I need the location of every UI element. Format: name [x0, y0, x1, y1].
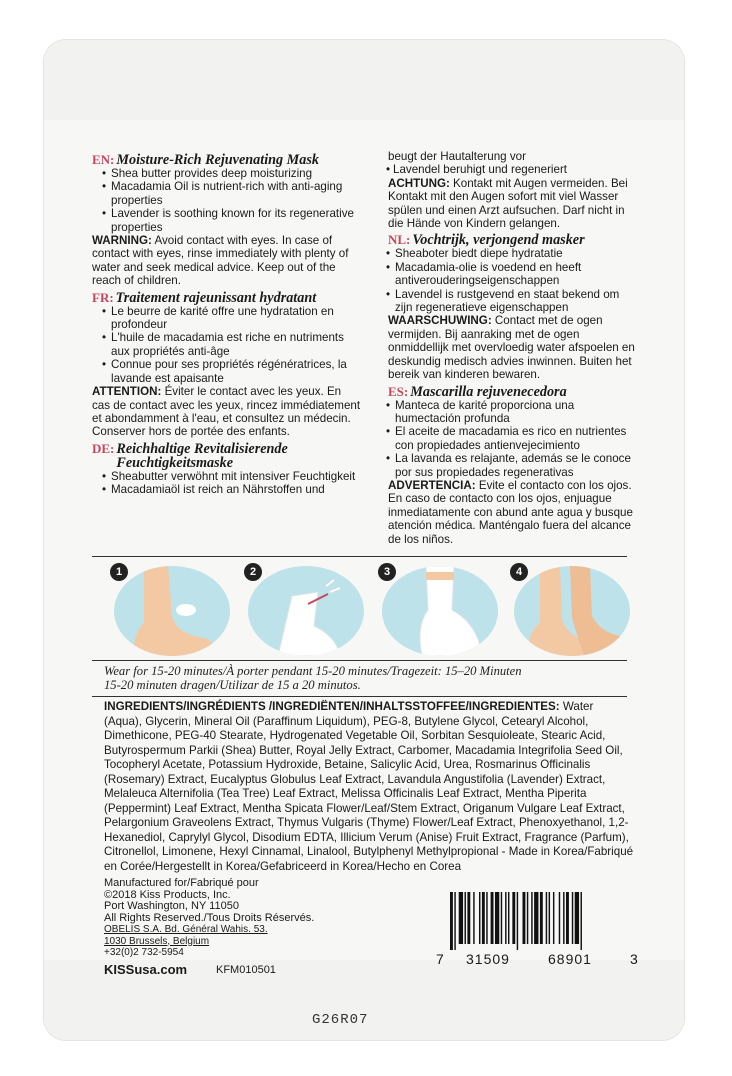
lot-code: G26R07 [312, 1012, 369, 1028]
warning-label: WARNING: [92, 234, 152, 248]
foot-icon [114, 566, 230, 656]
divider-mid [92, 660, 627, 661]
ingredients [104, 700, 634, 874]
step-1-circle [114, 566, 230, 656]
barcode-bar [572, 892, 573, 944]
warning-text: Kontakt mit Augen vermeiden. Bei Kontakt mit den Augen sofort mit viel Wasser spülen und einen Arzt aufsuchen. Darf nicht in die Hände von Kindern gelangen. [388, 176, 628, 231]
barcode-bar [473, 892, 474, 944]
step-number: 2 [244, 563, 262, 581]
company-line: +32(0)2 732-5954 [104, 947, 184, 958]
barcode-bar [467, 892, 470, 944]
barcode-bar [482, 892, 485, 944]
barcode-bar [581, 892, 582, 950]
fr-bullets [92, 305, 362, 385]
product-code: KFM010501 [216, 964, 276, 976]
barcode-bar [505, 892, 506, 944]
divider-ingredients [92, 696, 627, 697]
company-line: ©2018 Kiss Products, Inc. [104, 888, 231, 901]
company-line: OBELIS S.A. Bd. Général Wahis. 53. [104, 924, 268, 935]
fr-title: Traitement rajeunissant hydratant [115, 289, 317, 306]
en-title: Moisture-Rich Rejuvenating Mask [116, 152, 319, 168]
barcode-bar [491, 892, 494, 944]
de-warning [388, 177, 638, 231]
mask-bootie-icon [248, 566, 364, 656]
divider-top [92, 556, 627, 557]
list-item: • Shea butter provides deep moisturizing [104, 167, 362, 180]
step-number: 4 [510, 563, 528, 581]
barcode-bar [486, 892, 487, 944]
warning-text: Avoid contact with eyes. In case of contact with eyes, rinse immediately with plenty of water and seek medical advice. Keep out of the reach of children. [92, 234, 349, 288]
wear-line-1: Wear for 15-20 minutes/À porter pendant 15-20 minutes/Tragezeit: 15–20 Minuten [104, 664, 522, 678]
list-item: • Macadamia Oil is nutrient-rich with anti-aging properties [104, 180, 362, 207]
es-title: Mascarilla rejuvenecedora [410, 383, 567, 400]
barcode-bar [517, 892, 518, 950]
barcode-bar [479, 892, 480, 944]
en-heading [92, 153, 362, 167]
nl-heading [388, 233, 638, 247]
warning-text: Éviter le contact avec les yeux. En cas de contact avec les yeux, rincez immédiatement et abondamment à l'eau, et consultez un médecin. Conserver hors de portée des enfants. [92, 385, 361, 439]
warning-text: Contact met de ogen vermijden. Bij aanraking met de ogen onmiddellijk met overvloedig water afspoelen en deskundig medisch advies inwinnen. Buiten het bereik van kinderen bewaren. [388, 314, 635, 382]
barcode-first-digit: 7 [436, 951, 445, 967]
list-item: • La lavanda es relajante, además se le conoce por sus propiedades regenerativas [388, 452, 638, 479]
barcode-bar [534, 892, 538, 944]
warning-label: ADVERTENCIA: [388, 478, 476, 492]
barcode-right-digits: 68901 [548, 951, 592, 967]
company-line: Manufactured for/Fabriqué pour [104, 877, 259, 889]
barcode-bar [549, 892, 550, 944]
es-heading [388, 385, 638, 399]
barcode-bar [559, 892, 560, 944]
barcode-bar [546, 892, 547, 944]
ingredients-text: Water (Aqua), Glycerin, Mineral Oil (Paraffinum Liquidum), PEG-8, Butylene Glycol, Cetearyl Alcohol, Dimethicone, PEG-40 Stearate, Hydrogenated Vegetable Oil, Sorbitan Sesquioleate, Stearic Acid, Butyrospermum Parkii (Shea) Butter, Royal Jelly Extract, Carbomer, Macadamia Integrifolia Seed Oil, Tocopheryl Acetate, Potassium Hydroxide, Betaine, Salicylic Acid, Urea, Rosmarinus Officinalis (Rosemary) Extract, Eucalyptus Globulus Leaf Extract, Lavandula Angustifolia (Lavender) Extract, Melaleuca Alternifolia (Tea Tree) Leaf Extract, Melissa Officinalis Leaf Extract, Mentha Piperita (Peppermint) Leaf Extract, Mentha Spicata Flower/Leaf/Stem Extract, Origanum Vulgare Leaf Extract, Pelargonium Graveolens Extract, Thymus Vulgaris (Thyme) Flower/Leaf Extract, Phenoxyethanol, 1,2-Hexanediol, Caprylyl Glycol, Disodium EDTA, Illicium Verum (Anise) Fruit Extract, Fragrance (Parfum), Citronellol, Limonene, Hexyl Cinnamal, Linalool, Butylphenyl Methylpropional - Made in Korea/Fabriqué en Corée/Hergestellt in Korea/Gefabriceerd in Korea/Hecho en Corea [104, 700, 634, 873]
en-bullets [92, 167, 362, 234]
company-line: All Rights Reserved./Tous Droits Réservés. [104, 911, 315, 924]
warning-label: WAARSCHUWING: [388, 314, 492, 328]
barcode-left-digits: 31509 [466, 951, 510, 967]
list-item: • Lavendel is rustgevend en staat bekend om zijn regeneratieve eigenschappen [388, 288, 638, 315]
left-column [92, 150, 362, 497]
lang-code-nl: NL: [388, 232, 411, 248]
lang-code-es: ES: [388, 383, 409, 399]
barcode-bar [465, 892, 466, 944]
barcode-bar [563, 892, 564, 944]
barcode-bar [553, 892, 554, 944]
barcode-bar [523, 892, 526, 944]
de-bullets-2 [388, 163, 638, 176]
list-item: • El aceite de macadamia es rico en nutrientes con propiedades antienvejecimiento [388, 425, 638, 452]
barcode-bar [531, 892, 532, 944]
nl-warning [388, 314, 638, 381]
barcode-bar [501, 892, 502, 944]
lang-code-fr: FR: [92, 289, 114, 305]
barcode-bar [575, 892, 579, 944]
wrapped-foot-icon [382, 566, 498, 656]
foot-icon [514, 566, 630, 656]
es-bullets [388, 399, 638, 479]
step-2-circle [248, 566, 364, 656]
list-item: • L'huile de macadamia est riche en nutriments aux propriétés anti-âge [104, 331, 362, 358]
barcode-bar [512, 892, 515, 944]
step-4-circle [514, 566, 630, 656]
barcode-bar [508, 892, 509, 944]
company-info [104, 878, 314, 959]
barcode-bar [527, 892, 528, 944]
de-continued: beugt der Hautalterung vor [388, 150, 526, 163]
barcode-bar [566, 892, 569, 944]
company-line: Port Washington, NY 11050 [104, 900, 239, 912]
barcode-bar [450, 892, 453, 950]
list-item: • Macadamia-olie is voedend en heeft antiverouderingseigenschappen [388, 261, 638, 288]
fr-warning [92, 385, 362, 439]
ingredients-label: INGREDIENTS/INGRÉDIENTS /INGREDIËNTEN/INHALTSSTOFFEE/INGREDIENTES: [104, 700, 560, 713]
es-warning [388, 479, 638, 546]
list-item: • Connue pour ses propriétés régénératrices, la lavande est apaisante [104, 358, 362, 385]
list-item: • Lavendel beruhigt und regeneriert [388, 163, 638, 176]
barcode [448, 892, 626, 950]
barcode-bar [459, 892, 463, 944]
nl-title: Vochtrijk, verjongend masker [412, 232, 585, 249]
lang-code-en: EN: [92, 152, 115, 167]
step-number: 3 [378, 563, 396, 581]
right-column [388, 150, 638, 546]
website-label: KISSusa.com [104, 962, 188, 977]
usage-steps [104, 563, 636, 657]
top-seal [44, 40, 684, 120]
en-warning [92, 234, 362, 288]
de-heading [92, 442, 362, 470]
warning-text: Evite el contacto con los ojos. En caso de contacto con los ojos, enjuague inmediatamente con abund ante agua y busque atención médica. Manténgalo fuera del alcance de los niños. [388, 478, 633, 546]
fr-heading [92, 291, 362, 305]
barcode-bar [454, 892, 455, 950]
warning-label: ATTENTION: [92, 385, 162, 399]
list-item: • Sheaboter biedt diepe hydratatie [388, 247, 638, 260]
step-number: 1 [110, 563, 128, 581]
list-item: • Sheabutter verwöhnt mit intensiver Feuchtigkeit [104, 470, 362, 483]
wear-time [104, 664, 644, 692]
de-bullets [92, 470, 362, 497]
list-item: • Manteca de karité proporciona una humectación profunda [388, 399, 638, 426]
lang-code-de: DE: [92, 440, 115, 456]
nl-bullets [388, 247, 638, 314]
barcode-check-digit: 3 [630, 951, 639, 967]
wear-line-2: 15-20 minuten dragen/Utilizar de 15 a 20 minutos. [104, 678, 361, 692]
list-item: • Lavender is soothing known for its regenerative properties [104, 207, 362, 234]
list-item: • Macadamiaöl ist reich an Nährstoffen und [104, 483, 362, 496]
list-item: • Le beurre de karité offre une hydratation en profondeur [104, 305, 362, 332]
de-title: Reichhaltige Revitalisierende Feuchtigkeitsmaske [116, 440, 288, 471]
step-3-circle [382, 566, 498, 656]
barcode-bar [540, 892, 543, 944]
company-line: 1030 Brussels, Belgium [104, 935, 210, 947]
barcode-bar [495, 892, 499, 944]
warning-label: ACHTUNG: [388, 176, 450, 190]
